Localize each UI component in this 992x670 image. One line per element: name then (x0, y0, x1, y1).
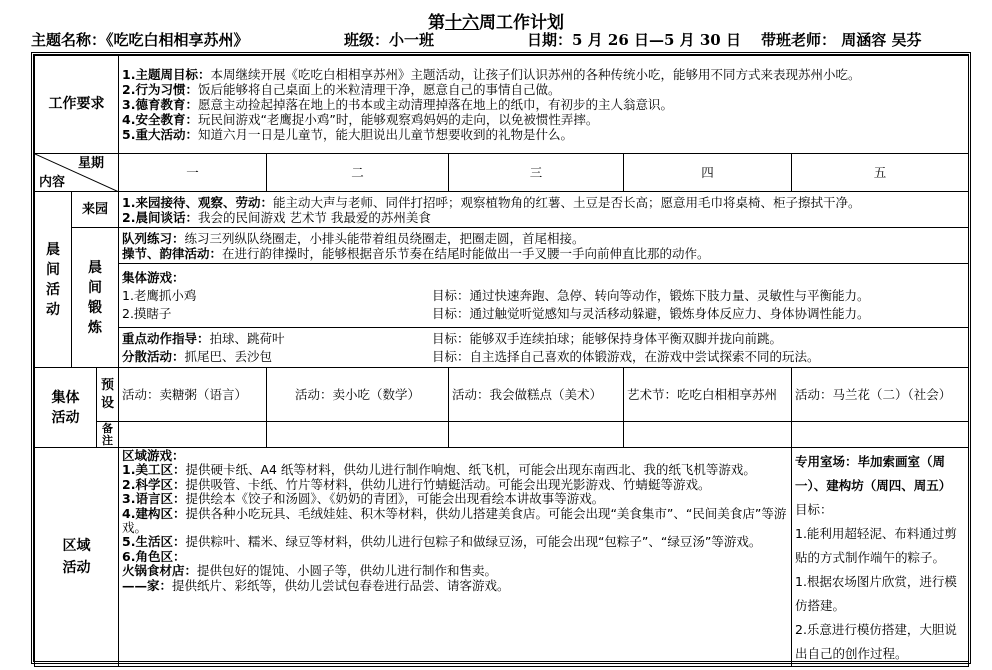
date-range: 日期：5 月 26 日—5 月 30 日 (527, 31, 741, 49)
day-monday: 一 (119, 154, 267, 192)
area-activity-label: 区域活动 (35, 448, 119, 667)
zone-item: 2.科学区：提供吸管、卡纸、竹片等材料，供幼儿进行竹蜻蜓活动。可能会出现光影游戏、竹蜻蜓等游戏。 (122, 476, 711, 492)
plan-table (34, 55, 969, 667)
note-monday (119, 422, 267, 448)
teachers: 带班老师： 周涵容 吴芬 (761, 31, 922, 49)
note-wednesday (449, 422, 624, 448)
game-row: 2.摸瞎子 目标：通过触觉听觉感知与灵活移动躲避，锻炼身体反应力、身体协调性能力。 (122, 305, 870, 321)
special-room (792, 448, 969, 667)
goal-label: 目标： (795, 502, 833, 517)
work-item: 1.主题周目标：本周继续开展《吃吃白相相享苏州》主题活动，让孩子们认识苏州的各种传统小吃，能够用不同方式来表现苏州小吃。 (122, 67, 861, 82)
content-label: 内容 (39, 175, 66, 190)
group-games: 集体游戏： 1.老鹰抓小鸡 目标：通过快速奔跑、急停、转向等动作，锻炼下肢力量、灵敏性与平衡能力。 2.摸瞎子 目标：通过触觉听觉感知与灵活移动躲避，锻炼身体反应力、身体协调性能力。 (119, 264, 969, 328)
activity-friday: 活动：马兰花（二）（社会） (792, 368, 969, 422)
zone-item: 火锅食材店：提供包好的馄饨、小圆子等，供幼儿进行制作和售卖。 (122, 563, 498, 579)
zone-item: 5.生活区：提供粽叶、糯米、绿豆等材料，供幼儿进行包粽子和做绿豆汤，可能会出现“包粽子”、“绿豆汤”等游戏。 (122, 534, 762, 550)
zone-item: 1.美工区：提供硬卡纸、A4 纸等材料，供幼儿进行制作响炮、纸飞机，可能会出现东南西北、我的纸飞机等游戏。 (122, 462, 756, 478)
day-wednesday: 三 (449, 154, 624, 192)
class-name: 班级：小一班 (344, 31, 435, 49)
preset-label: 预设 (97, 368, 119, 422)
note-label: 备注 (97, 422, 119, 448)
zone-item: 6.角色区： (122, 548, 186, 564)
info-bar (31, 29, 971, 49)
goal-item: 1.能利用超轻泥、布料通过剪贴的方式制作端午的粽子。 (795, 526, 957, 565)
work-item: 2.行为习惯：饭后能够将自己桌面上的米粒清理干净，愿意自己的事情自己做。 (122, 82, 561, 97)
morning-exercise-label: 晨间锻炼 (72, 228, 119, 368)
weekday-label: 星期 (77, 156, 104, 171)
page-title: 第十六周工作计划 (428, 13, 564, 33)
zone-item: 4.建构区：提供各种小吃玩具、毛绒娃娃、积木等材料，供幼儿搭建美食店。可能会出现“美食集市”、“民间美食店”等游戏。 (122, 505, 787, 536)
activity-thursday: 艺术节：吃吃白相相享苏州 (624, 368, 792, 422)
special-room-title: 专用室场：毕加索画室（周一）、建构坊（周四、周五） (795, 454, 952, 493)
zone-item: ——家：提供纸片、彩纸等，供幼儿尝试包春卷进行品尝、请客游戏。 (122, 577, 510, 593)
day-friday: 五 (792, 154, 969, 192)
day-tuesday: 二 (267, 154, 449, 192)
collective-activity-label: 集体活动 (35, 368, 97, 448)
activity-monday: 活动：卖糖粥（语言） (119, 368, 267, 422)
note-tuesday (267, 422, 449, 448)
goal-item: 1.根据农场图片欣赏，进行模仿搭建。 (795, 574, 957, 613)
day-thursday: 四 (624, 154, 792, 192)
work-item: 4.安全教育：玩民间游戏“老鹰捉小鸡”时，能够观察鸡妈妈的走向，以免被惯性弄摔。 (122, 112, 599, 127)
note-thursday (624, 422, 792, 448)
goal-item: 2.乐意进行模仿搭建，大胆说出自己的创作过程。 (795, 622, 957, 661)
key-actions: 重点动作指导：拍球、跳荷叶 目标：能够双手连续拍球；能够保持身体平衡双脚并拢向前跳。 分散活动：抓尾巴、丢沙包 目标：自主选择自己喜欢的体锻游戏，在游戏中尝试探索不同的玩法。 (119, 328, 969, 368)
area-games: 区域游戏： 1.美工区：提供硬卡纸、A4 纸等材料，供幼儿进行制作响炮、纸飞机，可能会出现东南西北、我的纸飞机等游戏。 2.科学区：提供吸管、卡纸、竹片等材料，供幼儿进行竹蜻蜓活动。可能会出现光影游戏、竹蜻蜓等游戏。 3.语言区：提供绘本《饺子和汤圆》、《奶奶的青团》，可能会出现看绘本讲故事等游戏。 4.建构区：提供各种小吃玩具、毛绒娃娃、积木等材料，供幼儿搭建美食店。可能会出现“美食集市”、“民间美食店”等游戏。 5.生活区：提供粽叶、糯米、绿豆等材料，供幼儿进行包粽子和做绿豆汤，可能会出现“包粽子”、“绿豆汤”等游戏。 6.角色区： 火锅食材店：提供包好的馄饨、小圆子等，供幼儿进行制作和售卖。 ——家：提供纸片、彩纸等，供幼儿尝试包春卷进行品尝、请客游戏。 (119, 448, 792, 667)
work-item: 3.德育教育：愿意主动捡起掉落在地上的书本或主动清理掉落在地上的纸巾，有初步的主人翁意识。 (122, 97, 673, 112)
work-requirements (119, 56, 969, 154)
morning-activity-label: 晨间活动 (35, 192, 72, 368)
theme-name: 主题名称：《吃吃白相相享苏州》 (31, 31, 249, 49)
arrival-label: 来园 (72, 192, 119, 228)
note-friday (792, 422, 969, 448)
drill-rhythm: 队列练习：练习三列纵队绕圈走，小排头能带着组员绕圈走，把圈走圆，首尾相接。 操节、韵律活动：在进行韵律操时，能够根据音乐节奏在结尾时能做出一手叉腰一手向前伸直比那的动作。 (119, 228, 969, 264)
work-requirements-label: 工作要求 (35, 56, 119, 154)
activity-tuesday: 活动：卖小吃（数学） (267, 368, 449, 422)
activity-wednesday: 活动：我会做糕点（美术） (449, 368, 624, 422)
week-number: 十六 (445, 13, 479, 33)
diagonal-header (35, 154, 119, 192)
game-row: 1.老鹰抓小鸡 目标：通过快速奔跑、急停、转向等动作，锻炼下肢力量、灵敏性与平衡能力。 (122, 287, 870, 303)
arrival-content: 1.来园接待、观察、劳动：能主动大声与老师、同伴打招呼；观察植物角的红薯、土豆是否长高；愿意用毛巾将桌椅、柜子擦拭干净。 2.晨间谈话：我会的民间游戏 艺术节 我最爱的苏州美食 (119, 192, 969, 228)
zone-item: 3.语言区：提供绘本《饺子和汤圆》、《奶奶的青团》，可能会出现看绘本讲故事等游戏。 (122, 491, 605, 507)
work-item: 5.重大活动：知道六月一日是儿童节，能大胆说出儿童节想要收到的礼物是什么。 (122, 127, 573, 142)
plan-sheet (31, 52, 971, 664)
